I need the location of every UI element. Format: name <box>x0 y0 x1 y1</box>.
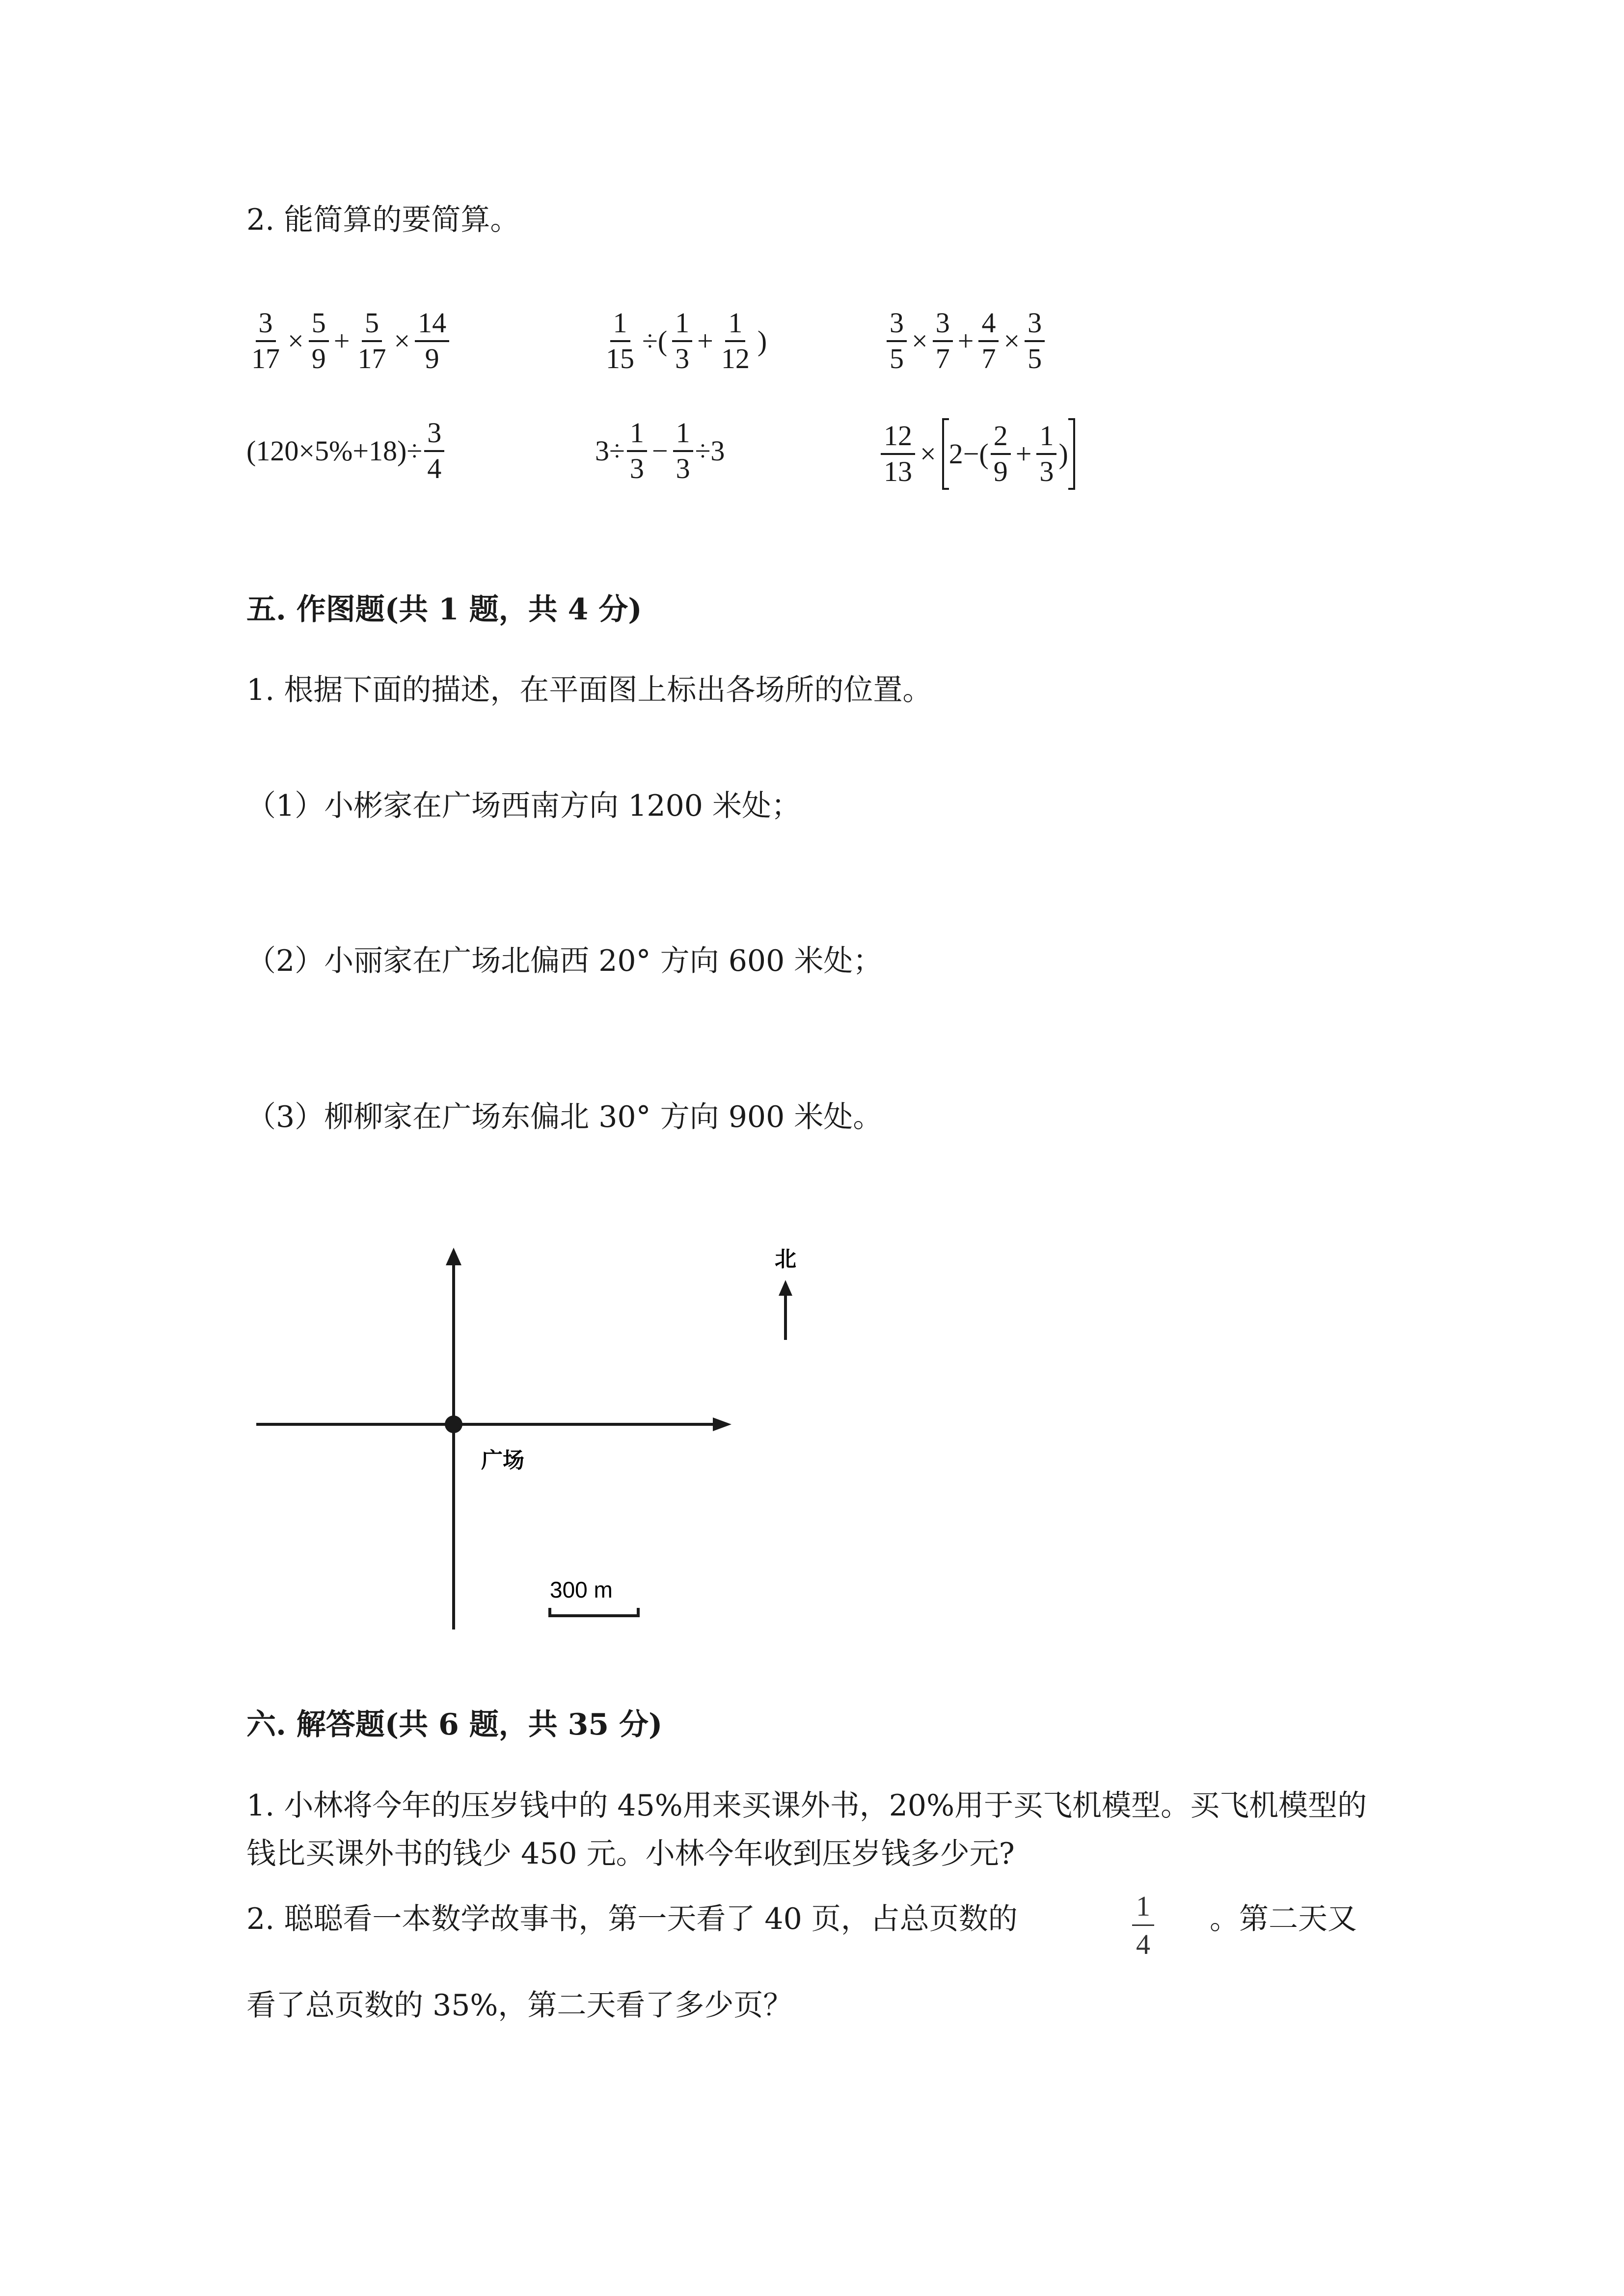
scale-label: 300 m <box>550 1577 613 1602</box>
operator: + <box>697 325 713 357</box>
fraction: $\frac{1}{3}$ <box>1036 421 1056 487</box>
fraction-one-quarter: $\frac{1}{4}$ <box>1132 1890 1154 1961</box>
item-3: （3）柳柳家在广场东偏北 30° 方向 900 米处。 <box>246 1100 883 1134</box>
fraction: $\frac{1}{12}$ <box>721 307 750 374</box>
fraction: $\frac{3}{5}$ <box>887 308 907 374</box>
north-label: 北 <box>775 1247 796 1272</box>
section-5-question-1: 1. 根据下面的描述，在平面图上标出各场所的位置。 <box>246 673 932 707</box>
closing-paren: ) <box>757 325 767 357</box>
scale-bar <box>550 1608 638 1617</box>
plaza-point <box>445 1415 462 1433</box>
expression-2 <box>601 308 770 374</box>
fraction: $\frac{1}{3}$ <box>627 418 647 484</box>
fraction: $\frac{12}{13}$ <box>881 421 915 487</box>
section-6-question-1: 1. 小林将今年的压岁钱中的 45%用来买课外书，20%用于买飞机模型。买飞机模型的钱比买课外书的钱少 450 元。小林今年收到压岁钱多少元? <box>246 1789 1367 1871</box>
fraction: $\frac{1}{3}$ <box>672 308 692 374</box>
section-6-question-2-part-3: 看了总页数的 35%，第二天看了多少页？ <box>246 1988 793 2023</box>
operator: × <box>394 325 410 357</box>
fraction: $\frac{3}{17}$ <box>251 307 280 374</box>
north-arrow-icon <box>779 1280 792 1340</box>
item-2: （2）小丽家在广场北偏西 20° 方向 600 米处； <box>246 944 883 978</box>
horizontal-axis <box>256 1417 731 1431</box>
expression-4 <box>246 418 446 484</box>
fraction: $\frac{1}{3}$ <box>673 418 693 484</box>
fraction: $\frac{5}{9}$ <box>309 308 329 374</box>
fraction: $\frac{2}{9}$ <box>991 421 1011 487</box>
section-5-heading: 五. 作图题(共 1 题，共 4 分) <box>246 592 642 627</box>
expression-lead: 3÷ <box>595 435 625 467</box>
expression-6 <box>879 418 1078 490</box>
section-6-heading: 六. 解答题(共 6 题，共 35 分) <box>246 1708 663 1742</box>
section-6-question-2-part-2: 。第二天又 <box>1210 1902 1357 1936</box>
expression-tail: ÷3 <box>695 435 725 467</box>
item-1: （1）小彬家在广场西南方向 1200 米处； <box>246 789 801 823</box>
compass-diagram <box>245 1237 815 1639</box>
operator: × <box>920 438 936 470</box>
expression-lead: (120×5%+18)÷ <box>246 435 423 467</box>
question-2-heading: 2. 能简算的要简算。 <box>246 203 520 237</box>
expression-1 <box>246 308 451 374</box>
expression-3 <box>885 308 1047 374</box>
fraction: $\frac{3}{5}$ <box>1025 308 1045 374</box>
expression-5 <box>595 418 725 484</box>
operator: ÷( <box>642 325 668 357</box>
bracket-inner-lead: 2−( <box>948 438 989 470</box>
fraction: $\frac{3}{4}$ <box>424 418 444 484</box>
operator: + <box>1015 438 1032 470</box>
operator: + <box>957 325 974 357</box>
operator: × <box>288 325 304 357</box>
plaza-label: 广场 <box>481 1448 524 1473</box>
section-6-question-2-part-1: 2. 聪聪看一本数学故事书，第一天看了 40 页，占总页数的 <box>246 1902 1018 1936</box>
operator: × <box>912 325 928 357</box>
square-bracket-group <box>942 418 1075 490</box>
operator: × <box>1003 325 1020 357</box>
fraction: $\frac{1}{15}$ <box>606 307 634 374</box>
fraction: $\frac{5}{17}$ <box>357 307 386 374</box>
operator: − <box>651 435 668 467</box>
fraction: $\frac{4}{7}$ <box>978 308 999 374</box>
operator: + <box>333 325 350 357</box>
closing-paren: ) <box>1058 438 1068 470</box>
vertical-axis <box>446 1248 461 1629</box>
fraction: $\frac{14}{9}$ <box>415 308 449 374</box>
fraction: $\frac{3}{7}$ <box>933 308 953 374</box>
